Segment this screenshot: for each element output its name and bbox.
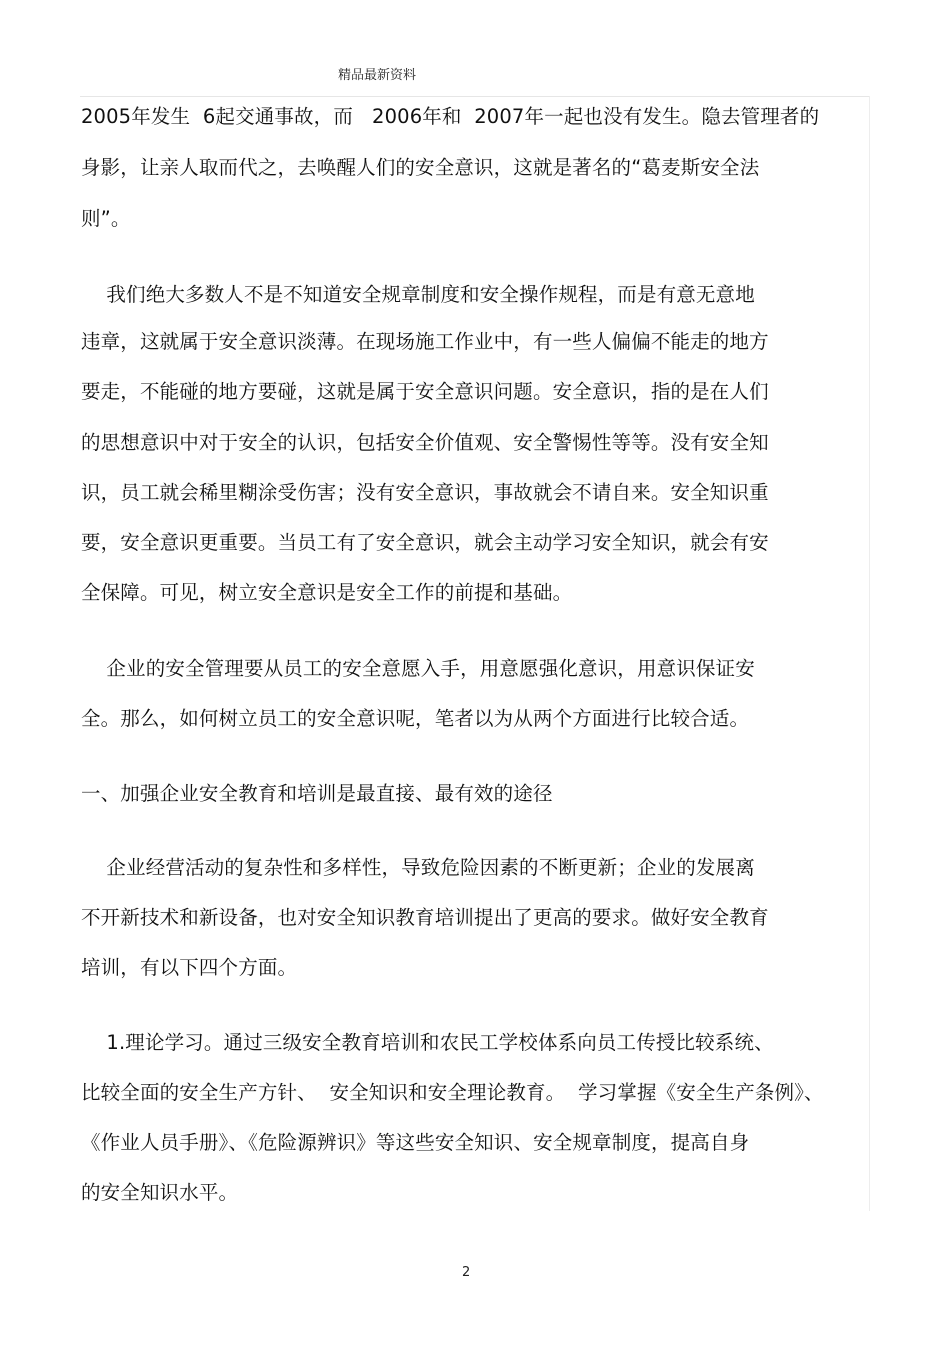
text-line: 则”。: [81, 207, 131, 230]
text-line: 全。那么，如何树立员工的安全意识呢，笔者以为从两个方面进行比较合适。: [81, 707, 750, 730]
text-line: 识，员工就会稀里糊涂受伤害；没有安全意识，事故就会不请自来。安全知识重: [81, 481, 769, 504]
right-margin-rule: [869, 96, 870, 1211]
text-line: 违章，这就属于安全意识淡薄。在现场施工作业中，有一些人偏偏不能走的地方: [81, 330, 769, 353]
text-line: 比较全面的安全生产方针、 安全知识和安全理论教育。 学习掌握《安全生产条例》、: [81, 1081, 824, 1104]
text-line: 不开新技术和新设备，也对安全知识教育培训提出了更高的要求。做好安全教育: [81, 906, 769, 929]
text-line: 企业经营活动的复杂性和多样性，导致危险因素的不断更新；企业的发展离: [81, 856, 755, 879]
text-line: 我们绝大多数人不是不知道安全规章制度和安全操作规程，而是有意无意地: [81, 283, 755, 306]
page-header-label: 精品最新资料: [338, 68, 417, 83]
text-line: 的思想意识中对于安全的认识，包括安全价值观、安全警惕性等等。没有安全知: [81, 431, 769, 454]
section-heading: 一、加强企业安全教育和培训是最直接、最有效的途径: [81, 782, 553, 805]
text-line: 要，安全意识更重要。当员工有了安全意识，就会主动学习安全知识，就会有安: [81, 531, 769, 554]
text-line: 《作业人员手册》、《危险源辨识》等这些安全知识、安全规章制度，提高自身: [81, 1131, 750, 1154]
text-line: 全保障。可见，树立安全意识是安全工作的前提和基础。: [81, 581, 573, 604]
text-line: 的安全知识水平。: [81, 1181, 239, 1204]
text-line: 1.理论学习。通过三级安全教育培训和农民工学校体系向员工传授比较系统、: [81, 1031, 774, 1054]
text-line: 培训，有以下四个方面。: [81, 956, 298, 979]
header-divider: [80, 96, 870, 97]
page-number: 2: [462, 1265, 471, 1280]
text-line: 企业的安全管理要从员工的安全意愿入手，用意愿强化意识，用意识保证安: [81, 657, 755, 680]
text-line: 2005年发生 6起交通事故，而 2006年和 2007年一起也没有发生。隐去管理者的: [81, 105, 820, 128]
text-line: 身影，让亲人取而代之，去唤醒人们的安全意识，这就是著名的“葛麦斯安全法: [81, 156, 760, 179]
text-line: 要走，不能碰的地方要碰，这就是属于安全意识问题。安全意识，指的是在人们: [81, 380, 769, 403]
